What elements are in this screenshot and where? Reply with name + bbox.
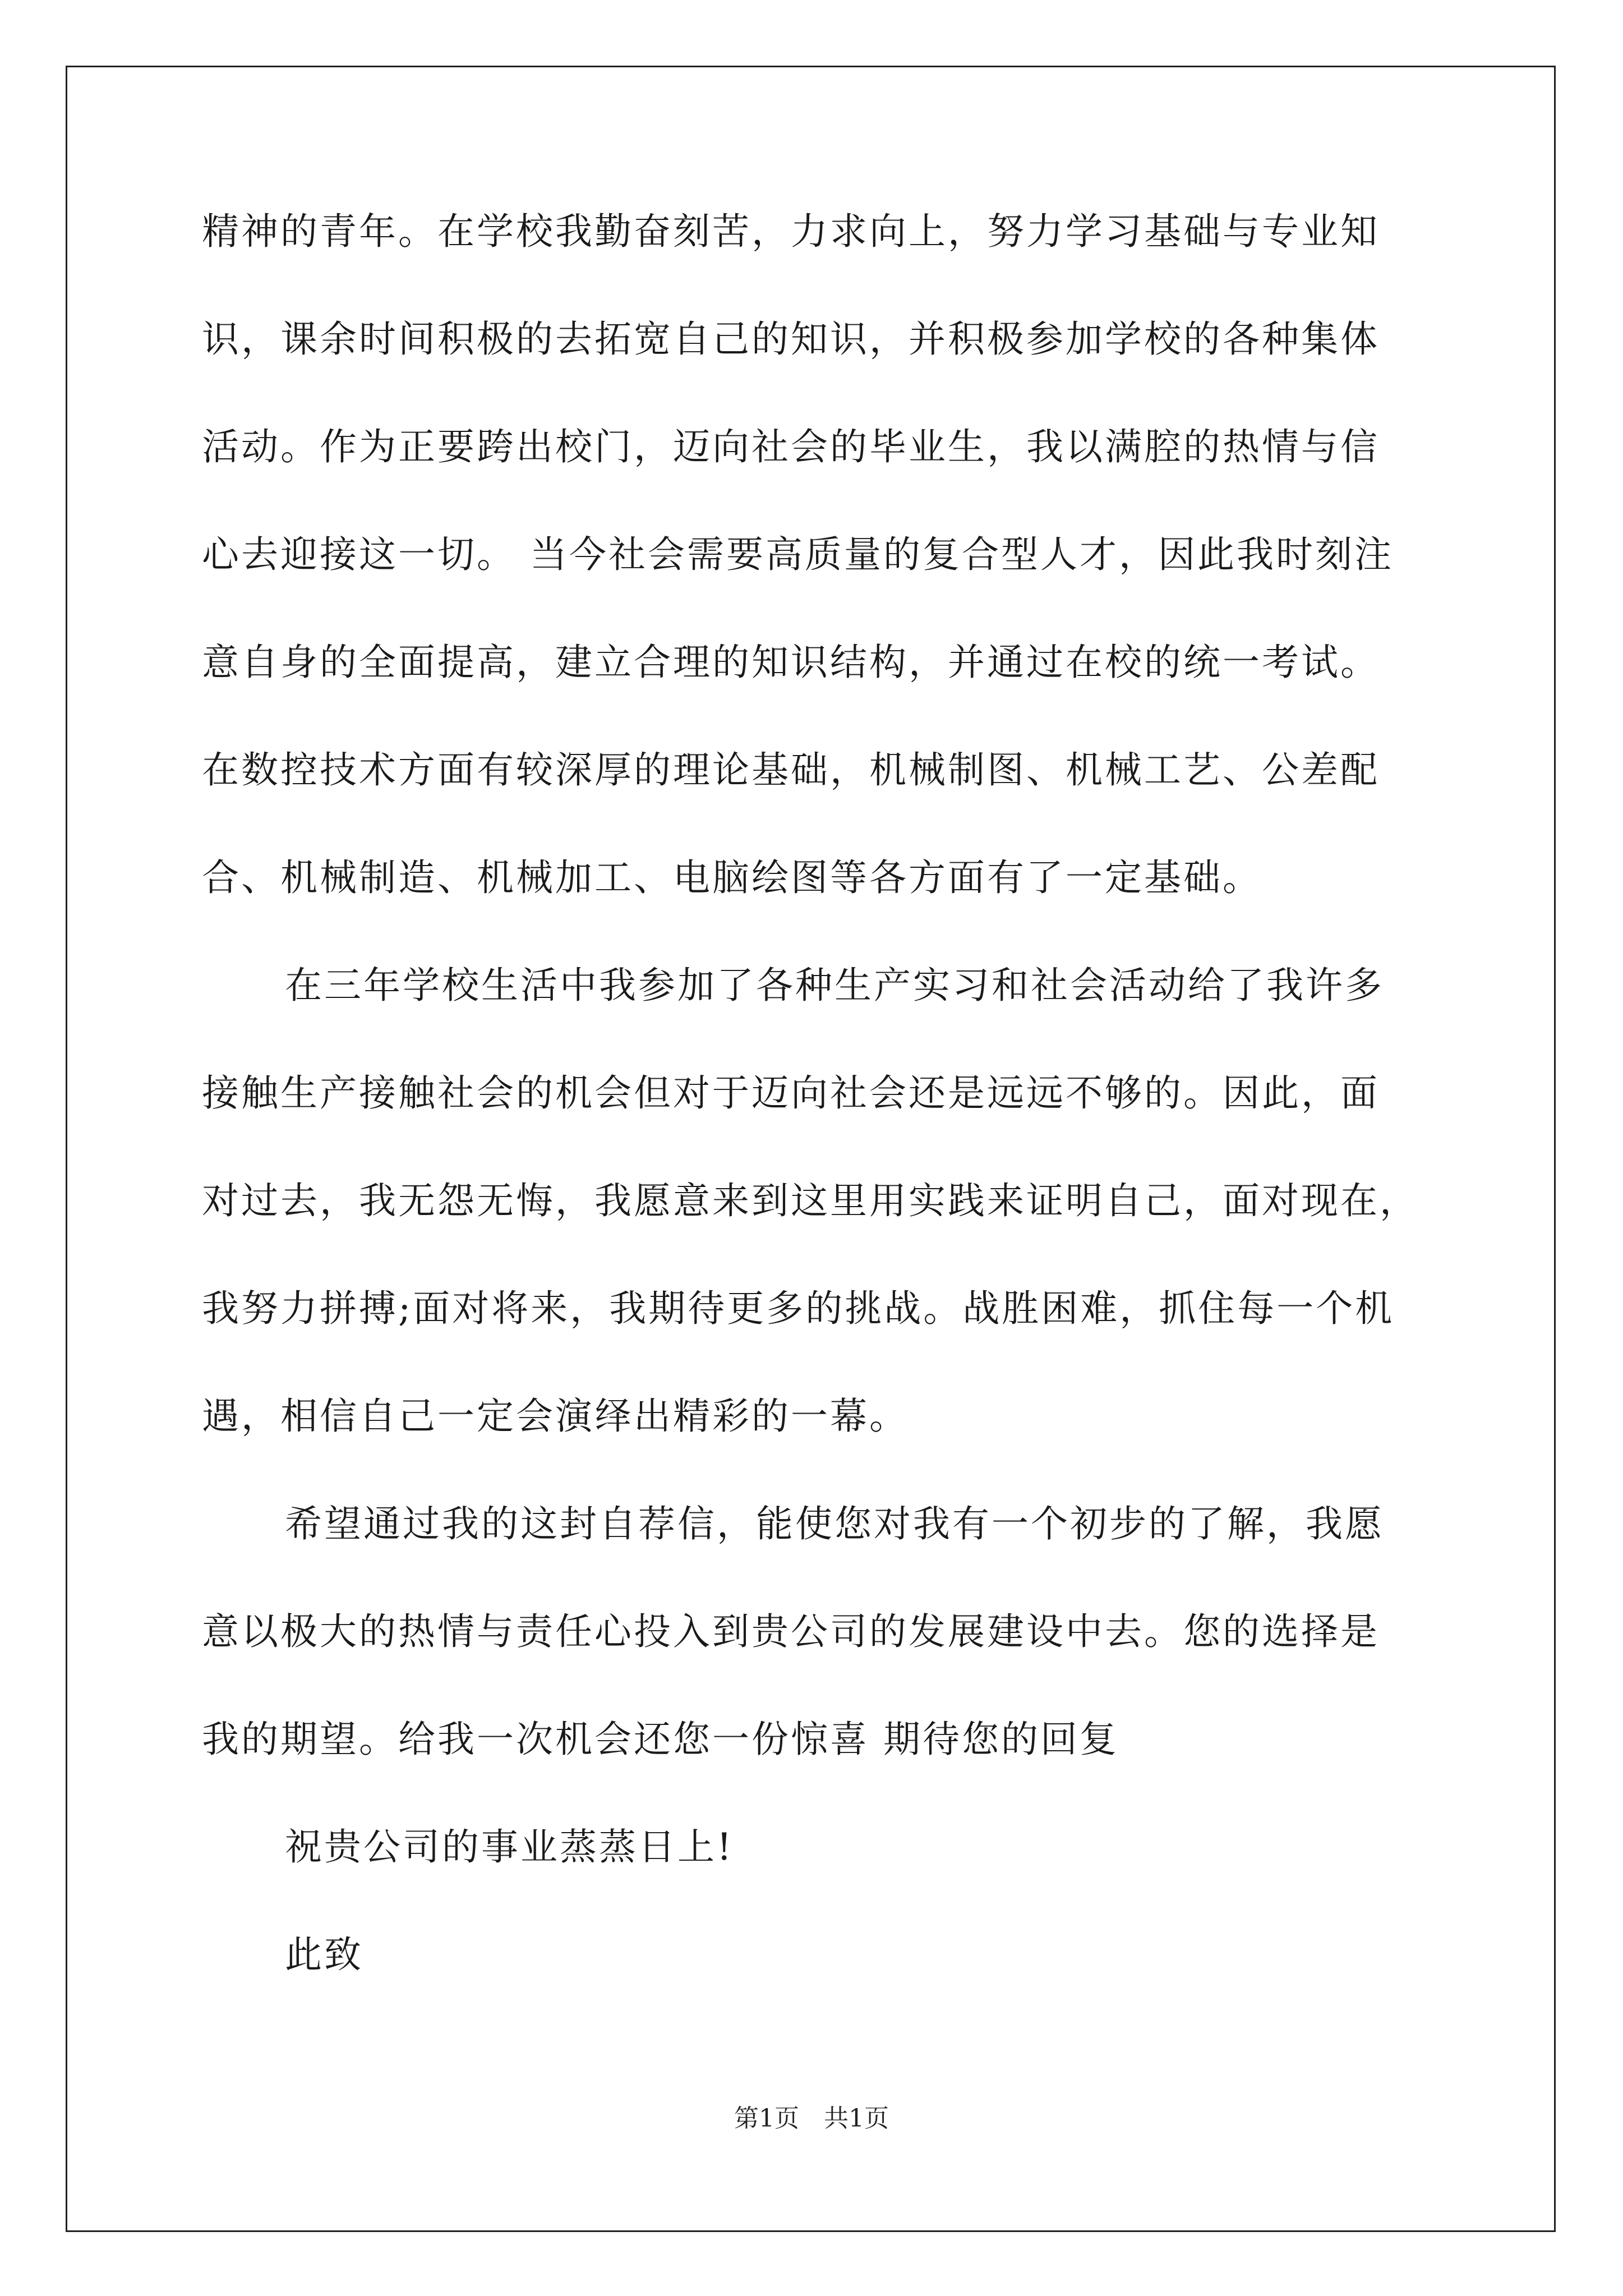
- paragraph-start-line: 希望通过我的这封自荐信，能使您对我有一个初步的了解，我愿: [285, 1502, 1384, 1545]
- text-line: 我努力拼搏;面对将来，我期待更多的挑战。战胜困难，抓住每一个机: [202, 1287, 1395, 1330]
- text-line: 活动。作为正要跨出校门，迈向社会的毕业生，我以满腔的热情与信: [202, 425, 1380, 468]
- text-line: 合、机械制造、机械加工、电脑绘图等各方面有了一定基础。: [202, 856, 1262, 899]
- page-number-footer: 第1页 共1页: [734, 2104, 889, 2133]
- text-line: 意以极大的热情与责任心投入到贵公司的发展建设中去。您的选择是: [202, 1610, 1380, 1653]
- text-line: 接触生产接触社会的机会但对于迈向社会还是远远不够的。因此，面: [202, 1071, 1380, 1115]
- text-line: 在数控技术方面有较深厚的理论基础，机械制图、机械工艺、公差配: [202, 748, 1380, 792]
- text-line: 我的期望。给我一次机会还您一份惊喜 期待您的回复: [202, 1718, 1119, 1761]
- text-line: 意自身的全面提高，建立合理的知识结构，并通过在校的统一考试。: [202, 641, 1380, 684]
- text-line: 对过去，我无怨无悔，我愿意来到这里用实践来证明自己，面对现在，: [202, 1179, 1419, 1222]
- text-line: 精神的青年。在学校我勤奋刻苦，力求向上，努力学习基础与专业知: [202, 210, 1380, 253]
- salutation: 此致: [285, 1933, 363, 1976]
- text-line: 心去迎接这一切。 当今社会需要高质量的复合型人才，因此我时刻注: [202, 533, 1394, 576]
- text-line: 识，课余时间积极的去拓宽自己的知识，并积极参加学校的各种集体: [202, 318, 1380, 361]
- paragraph-start-line: 在三年学校生活中我参加了各种生产实习和社会活动给了我许多: [285, 964, 1384, 1007]
- closing-wish: 祝贵公司的事业蒸蒸日上!: [285, 1825, 734, 1869]
- document-body: [202, 210, 1436, 2044]
- text-line: 遇，相信自己一定会演绎出精彩的一幕。: [202, 1395, 909, 1438]
